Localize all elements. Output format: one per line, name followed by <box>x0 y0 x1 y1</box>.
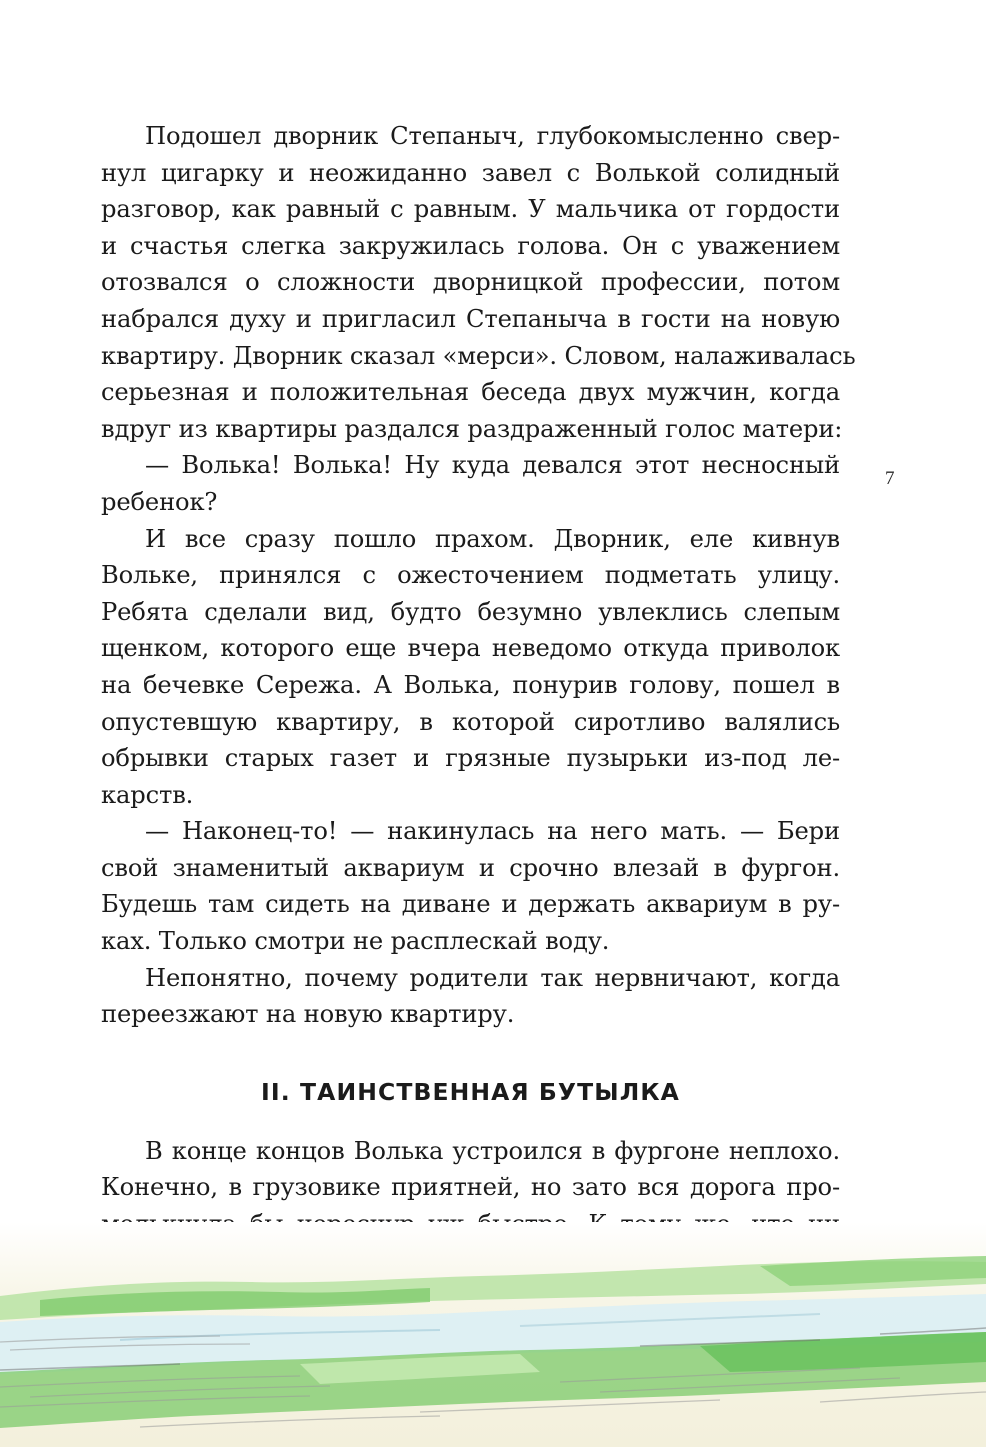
text-line: обрывки старых газет и грязные пузырьки из-под ле- <box>101 744 840 773</box>
river-landscape-illustration <box>0 1222 986 1447</box>
text-line: И все сразу пошло прахом. Дворник, еле кивнув <box>145 524 840 553</box>
text-line: В конце концов Волька устроился в фургоне неплохо. <box>145 1136 840 1165</box>
text-line: переезжают на новую квартиру. <box>101 1000 515 1029</box>
text-line: Конечно, в грузовике приятней, но зато вся дорога про- <box>101 1173 840 1202</box>
text-line: серьезная и положительная беседа двух мужчин, когда <box>101 378 840 407</box>
text-line: опустевшую квартиру, в которой сиротливо валялись <box>101 707 840 736</box>
text-line: и счастья слегка закружилась голова. Он с уважением <box>101 231 840 260</box>
text-line: карств. <box>101 780 194 809</box>
text-line: ках. Только смотри не расплескай воду. <box>101 927 610 956</box>
text-line: — Волька! Волька! Ну куда девался этот несносный <box>145 451 840 480</box>
text-line: свой знаменитый аквариум и срочно влезай в фургон. <box>101 853 840 882</box>
page-text <box>101 118 856 1389</box>
chapter-heading: II. ТАИНСТВЕННАЯ БУТЫЛКА <box>261 1077 680 1106</box>
text-line: Ребята сделали вид, будто безумно увлеклись слепым <box>101 597 840 626</box>
text-block-before-heading <box>101 118 856 1033</box>
text-line: набрался духу и пригласил Степаныча в гости на новую <box>101 304 840 333</box>
text-line: Вольке, принялся с ожесточением подметать улицу. <box>101 561 840 590</box>
text-line: разговор, как равный с равным. У мальчика от гордости <box>101 195 840 224</box>
text-line: Будешь там сидеть на диване и держать аквариум в ру- <box>101 890 840 919</box>
text-line: — Наконец-то! — накинулась на него мать. — Бери <box>145 817 840 846</box>
text-line: Подошел дворник Степаныч, глубокомысленно свер- <box>145 122 840 150</box>
text-line: ребенок? <box>101 487 218 516</box>
text-line: на бечевке Сережа. А Волька, понурив голову, пошел в <box>101 670 840 699</box>
text-line: квартиру. Дворник сказал «мерси». Словом, налаживалась <box>101 341 856 370</box>
text-line: отозвался о сложности дворницкой профессии, потом <box>101 268 840 297</box>
text-line: Непонятно, почему родители так нервничают, когда <box>145 963 840 992</box>
text-line: щенком, которого еще вчера неведомо откуда приволок <box>101 634 840 663</box>
page-number: 7 <box>885 468 895 489</box>
text-line: вдруг из квартиры раздался раздраженный голос матери: <box>101 414 843 443</box>
text-line: нул цигарку и неожиданно завел с Волькой солидный <box>101 158 840 187</box>
